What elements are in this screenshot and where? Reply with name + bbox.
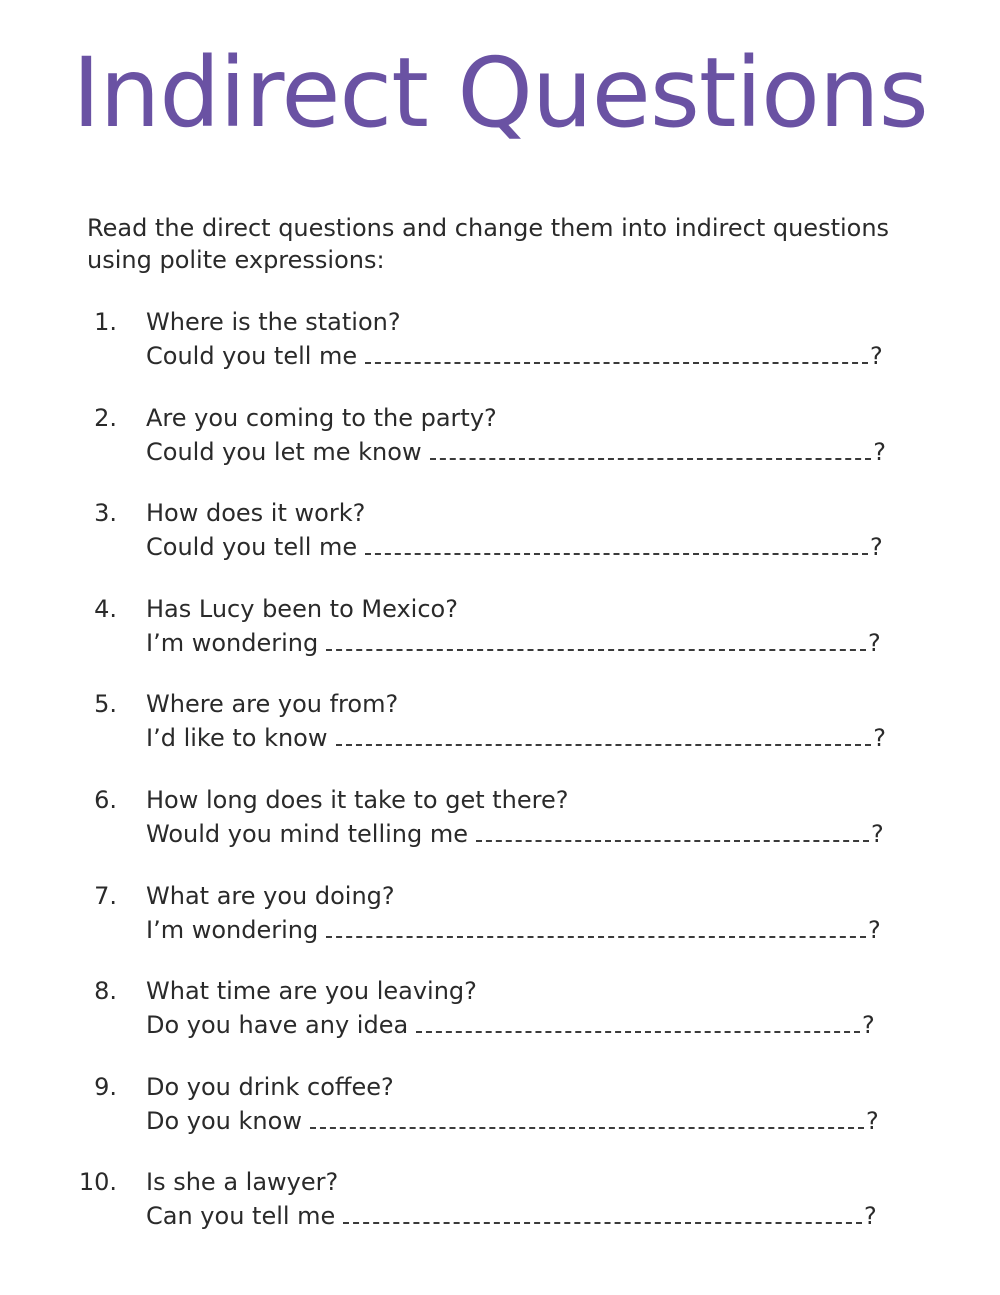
- direct-question: Is she a lawyer?: [146, 1168, 339, 1197]
- item-number: 9.: [94, 1072, 117, 1101]
- page-title: Indirect Questions: [72, 37, 928, 149]
- question-mark: ?: [862, 1011, 875, 1040]
- question-mark: ?: [868, 628, 881, 657]
- question-item-1: [0, 306, 1000, 402]
- question-item-7: [0, 880, 1000, 976]
- question-mark: ?: [871, 819, 884, 848]
- answer-blank[interactable]: [476, 816, 869, 842]
- answer-blank[interactable]: [326, 625, 866, 651]
- question-item-2: [0, 402, 1000, 498]
- item-number: 4.: [94, 594, 117, 623]
- question-mark: ?: [864, 1202, 877, 1231]
- answer-line: [146, 434, 886, 468]
- direct-question: How does it work?: [146, 499, 366, 528]
- answer-line: [146, 1007, 886, 1041]
- direct-question: Where are you from?: [146, 690, 399, 719]
- item-number: 5.: [94, 690, 117, 719]
- question-item-3: [0, 497, 1000, 593]
- question-mark: ?: [870, 533, 883, 562]
- question-mark: ?: [873, 724, 886, 753]
- question-item-10: [0, 1166, 1000, 1262]
- direct-question: Has Lucy been to Mexico?: [146, 594, 458, 623]
- direct-question: What are you doing?: [146, 881, 395, 910]
- answer-line: [146, 1103, 886, 1137]
- answer-line: [146, 1198, 886, 1232]
- answer-prompt: Could you tell me: [146, 533, 358, 562]
- answer-prompt: I’m wondering: [146, 915, 319, 944]
- answer-blank[interactable]: [326, 912, 866, 938]
- answer-line: [146, 625, 886, 659]
- answer-blank[interactable]: [336, 720, 872, 746]
- question-item-9: [0, 1071, 1000, 1167]
- answer-prompt: I’d like to know: [146, 724, 328, 753]
- answer-prompt: Can you tell me: [146, 1202, 336, 1231]
- item-number: 8.: [94, 977, 117, 1006]
- answer-prompt: Would you mind telling me: [146, 819, 468, 848]
- answer-prompt: I’m wondering: [146, 628, 319, 657]
- answer-blank[interactable]: [365, 338, 868, 364]
- answer-line: [146, 720, 886, 754]
- item-number: 1.: [94, 308, 117, 336]
- question-item-5: [0, 688, 1000, 784]
- answer-blank[interactable]: [365, 529, 868, 555]
- item-number: 3.: [94, 499, 117, 528]
- question-mark: ?: [866, 1106, 879, 1135]
- answer-blank[interactable]: [343, 1198, 862, 1224]
- item-number: 10.: [78, 1168, 117, 1197]
- answer-line: [146, 338, 886, 372]
- question-list: [0, 306, 1000, 1262]
- direct-question: What time are you leaving?: [146, 977, 477, 1006]
- answer-blank[interactable]: [416, 1007, 860, 1033]
- answer-blank[interactable]: [310, 1103, 864, 1129]
- answer-line: [146, 912, 886, 946]
- direct-question: Are you coming to the party?: [146, 403, 497, 432]
- direct-question: Where is the station?: [146, 308, 401, 336]
- direct-question: How long does it take to get there?: [146, 785, 569, 814]
- question-mark: ?: [868, 915, 881, 944]
- question-item-6: [0, 784, 1000, 880]
- question-mark: ?: [870, 342, 883, 370]
- question-item-4: [0, 593, 1000, 689]
- answer-prompt: Do you know: [146, 1106, 302, 1135]
- question-mark: ?: [873, 437, 886, 466]
- item-number: 7.: [94, 881, 117, 910]
- answer-prompt: Could you tell me: [146, 342, 358, 370]
- answer-prompt: Do you have any idea: [146, 1011, 409, 1040]
- instructions: Read the direct questions and change them into indirect questions using polite expressions:: [87, 214, 890, 274]
- item-number: 6.: [94, 785, 117, 814]
- item-number: 2.: [94, 403, 117, 432]
- answer-prompt: Could you let me know: [146, 437, 422, 466]
- answer-line: [146, 816, 886, 850]
- direct-question: Do you drink coffee?: [146, 1072, 394, 1101]
- answer-line: [146, 529, 886, 563]
- answer-blank[interactable]: [430, 434, 872, 460]
- question-item-8: [0, 975, 1000, 1071]
